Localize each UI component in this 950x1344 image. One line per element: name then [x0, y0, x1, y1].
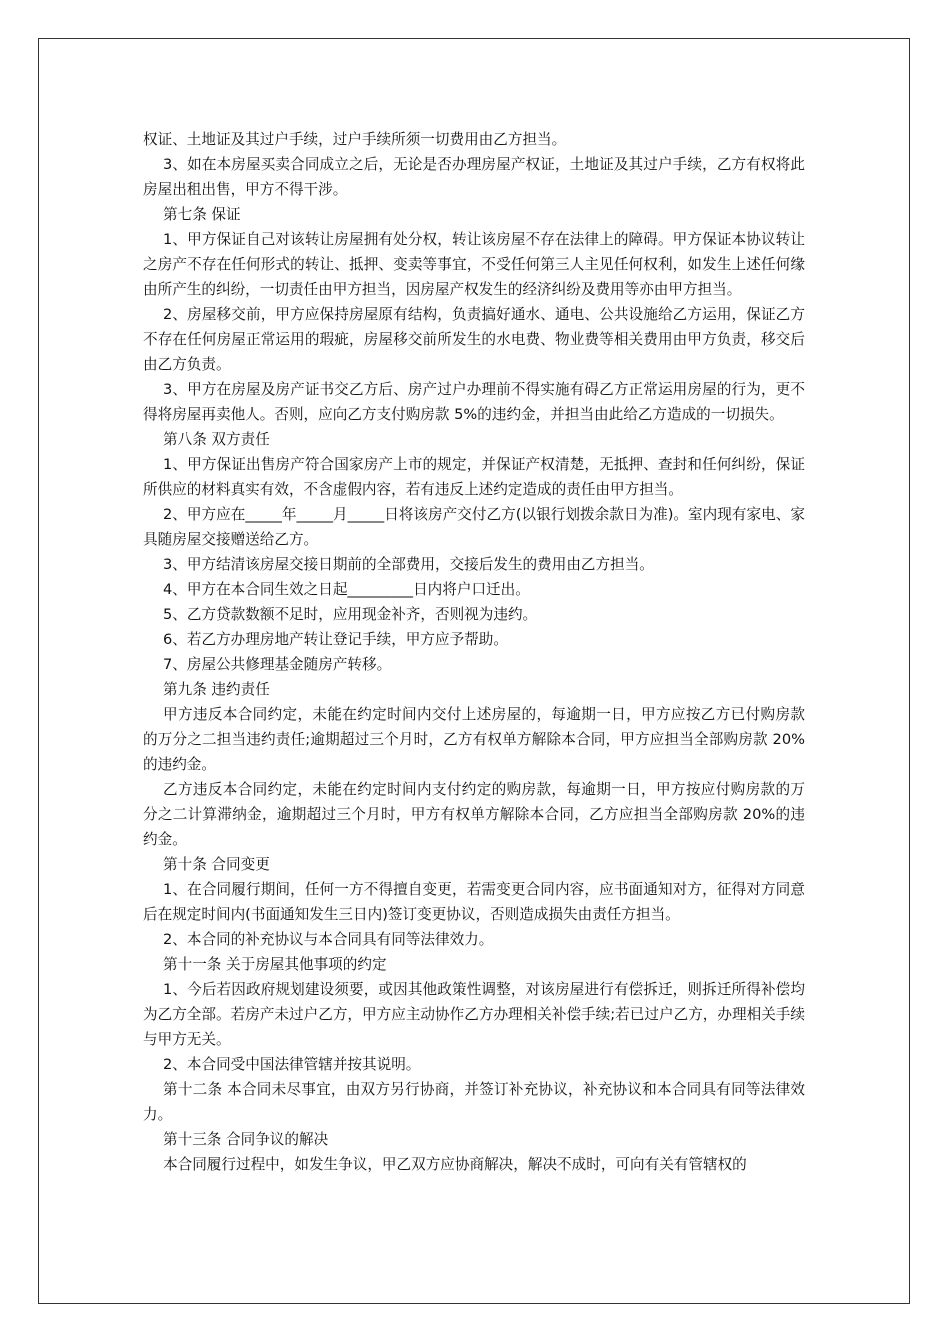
paragraph: 第十三条 合同争议的解决 [163, 1131, 329, 1148]
paragraph: 甲方违反本合同约定，未能在约定时间内交付上述房屋的，每逾期一日，甲方应按乙方已付购房款的万分之二担当违约责任;逾期超过三个月时，乙方有权单方解除本合同，甲方应担当全部购房款 20%的违约金。 [143, 706, 805, 773]
paragraph: 1、在合同履行期间，任何一方不得擅自变更，若需变更合同内容，应书面通知对方，征得对方同意后在规定时间内(书面通知发生三日内)签订变更协议，否则造成损失由责任方担当。 [143, 881, 805, 923]
paragraph: 1、今后若因政府规划建设须要，或因其他政策性调整，对该房屋进行有偿拆迁，则拆迁所得补偿均为乙方全部。若房产未过户乙方，甲方应主动协作乙方办理相关补偿手续;若已过户乙方，办理相关手续与甲方无关。 [143, 981, 805, 1048]
document-body [143, 127, 805, 1177]
paragraph: 3、如在本房屋买卖合同成立之后，无论是否办理房屋产权证，土地证及其过户手续，乙方有权将此房屋出租出售，甲方不得干涉。 [143, 156, 805, 198]
paragraph: 权证、土地证及其过户手续，过户手续所须一切费用由乙方担当。 [143, 131, 567, 148]
paragraph: 6、若乙方办理房地产转让登记手续，甲方应予帮助。 [163, 631, 508, 648]
paragraph: 第十一条 关于房屋其他事项的约定 [163, 956, 387, 973]
paragraph: 1、甲方保证出售房产符合国家房产上市的规定，并保证产权清楚，无抵押、查封和任何纠纷，保证所供应的材料真实有效，不含虚假内容，若有违反上述约定造成的责任由甲方担当。 [143, 456, 805, 498]
paragraph: 本合同履行过程中，如发生争议，甲乙双方应协商解决，解决不成时，可向有关有管辖权的 [163, 1156, 747, 1173]
paragraph: 乙方违反本合同约定，未能在约定时间内支付约定的购房款，每逾期一日，甲方按应付购房款的万分之二计算滞纳金，逾期超过三个月时，甲方有权单方解除本合同，乙方应担当全部购房款 20%的违约金。 [143, 781, 805, 848]
paragraph: 第十条 合同变更 [163, 856, 270, 873]
paragraph: 1、甲方保证自己对该转让房屋拥有处分权，转让该房屋不存在法律上的障碍。甲方保证本协议转让之房产不存在任何形式的转让、抵押、变卖等事宜，不受任何第三人主见任何权利，如发生上述任何缘由所产生的纠纷，一切责任由甲方担当，因房屋产权发生的经济纠纷及费用等亦由甲方担当。 [143, 231, 805, 298]
paragraph: 第七条 保证 [163, 206, 241, 223]
paragraph: 第八条 双方责任 [163, 431, 270, 448]
paragraph: 5、乙方贷款数额不足时，应用现金补齐，否则视为违约。 [163, 606, 538, 623]
paragraph: 第十二条 本合同未尽事宜，由双方另行协商，并签订补充协议，补充协议和本合同具有同等法律效力。 [143, 1081, 805, 1123]
paragraph: 7、房屋公共修理基金随房产转移。 [163, 656, 392, 673]
paragraph: 4、甲方在本合同生效之日起_________日内将户口迁出。 [163, 581, 530, 598]
paragraph: 第九条 违约责任 [163, 681, 270, 698]
paragraph: 3、甲方在房屋及房产证书交乙方后、房产过户办理前不得实施有碍乙方正常运用房屋的行为，更不得将房屋再卖他人。否则，应向乙方支付购房款 5%的违约金，并担当由此给乙方造成的一切损失。 [143, 381, 805, 423]
paragraph: 2、甲方应在_____年_____月_____日将该房产交付乙方(以银行划拨余款日为准)。室内现有家电、家具随房屋交接赠送给乙方。 [143, 506, 805, 548]
paragraph: 3、甲方结清该房屋交接日期前的全部费用，交接后发生的费用由乙方担当。 [163, 556, 654, 573]
paragraph: 2、本合同受中国法律管辖并按其说明。 [163, 1056, 421, 1073]
paragraph: 2、本合同的补充协议与本合同具有同等法律效力。 [163, 931, 494, 948]
paragraph: 2、房屋移交前，甲方应保持房屋原有结构，负责搞好通水、通电、公共设施给乙方运用，保证乙方不存在任何房屋正常运用的瑕疵，房屋移交前所发生的水电费、物业费等相关费用由甲方负责，移交后由乙方负责。 [143, 306, 805, 373]
